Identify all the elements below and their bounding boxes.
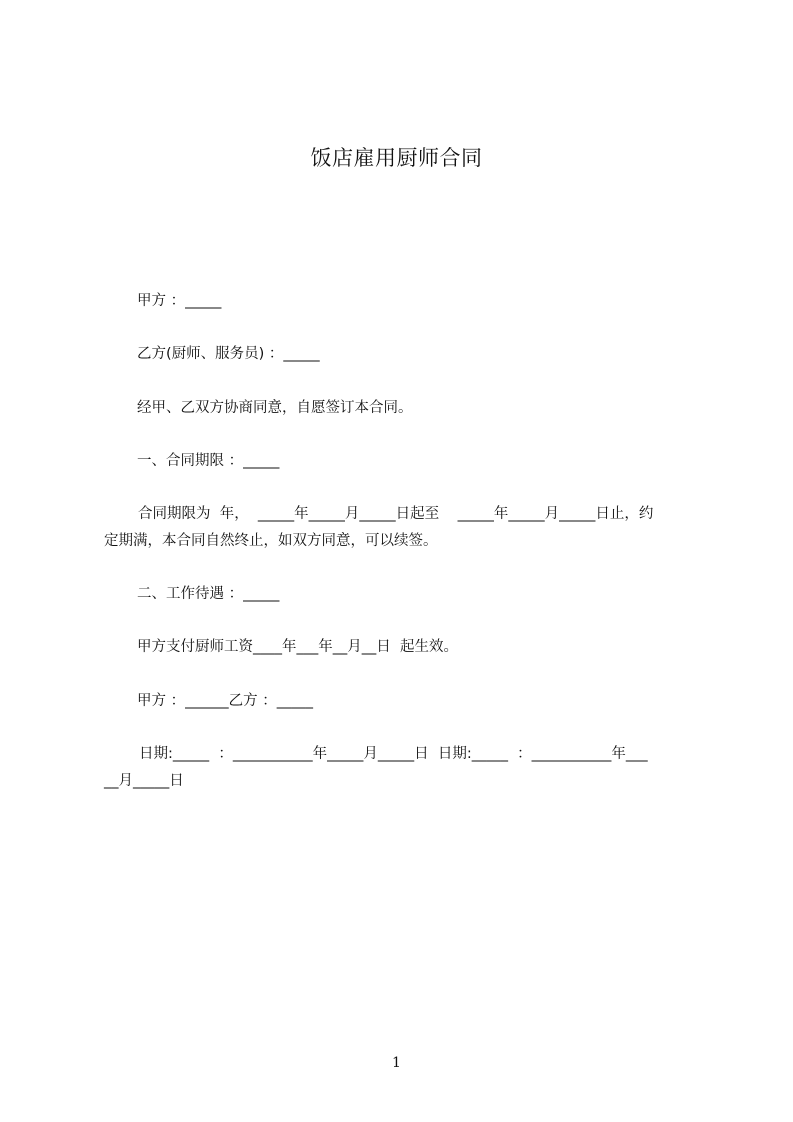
signature-line: 甲方 ：______乙方 ：_____: [137, 693, 313, 709]
section-contract-term-heading: 一、合同期限 ：_____: [137, 453, 280, 469]
party-b-line: 乙方(厨师、服务员) ：_____: [137, 346, 320, 362]
contract-term-text-line-1: 合同期限为 年， _____年_____月_____日起至 _____年_____月_____日止，约: [138, 506, 654, 522]
section-compensation-heading: 二、工作待遇 ：_____: [137, 586, 280, 602]
salary-clause: 甲方支付厨师工资____年___年__月__日 起生效。: [137, 639, 458, 655]
page-number: 1: [392, 1055, 401, 1071]
consent-statement: 经甲、乙双方协商同意，自愿签订本合同。: [137, 400, 413, 416]
date-line-1: 日期:_____ ：___________年_____月_____日 日期:_____ ：___________年___: [139, 746, 648, 762]
date-line-2: __月_____日: [104, 773, 184, 789]
document-title: 饭店雇用厨师合同: [310, 146, 483, 170]
party-a-line: 甲方 ：_____: [137, 293, 222, 309]
contract-term-text-line-2: 定期满，本合同自然终止，如双方同意，可以续签。: [104, 533, 438, 549]
